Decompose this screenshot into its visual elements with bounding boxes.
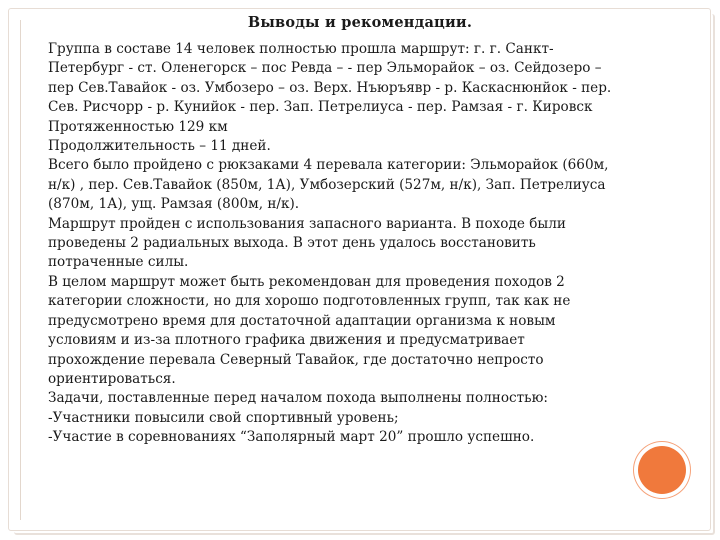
- body-line: (870м, 1А), ущ. Рамзая (800м, н/к).: [48, 196, 300, 213]
- body-line: В целом маршрут может быть рекомендован для проведения походов 2: [48, 273, 565, 290]
- body-line: Группа в составе 14 человек полностью прошла маршрут: г. г. Санкт-: [48, 41, 554, 57]
- body-line: Сев. Рисчорр - р. Кунийок - пер. Зап. Петрелиуса - пер. Рамзая - г. Кировск: [48, 99, 593, 116]
- body-line: Маршрут пройден с использования запасного варианта. В походе были: [48, 215, 566, 232]
- body-line: ориентироваться.: [48, 370, 176, 387]
- slide-title: Выводы и рекомендации.: [247, 14, 473, 31]
- body-line: пер Сев.Тавайок - оз. Умбозеро – оз. Верх. Нъюръявр - р. Каскаснюнйок - пер.: [48, 79, 612, 96]
- body-line: потраченные силы.: [48, 254, 189, 271]
- body-line: прохождение перевала Северный Тавайок, где достаточно непросто: [48, 351, 544, 368]
- body-line: Всего было пройдено с рюкзаками 4 перевала категории: Эльморайок (660м,: [48, 157, 609, 174]
- body-line: -Участие в соревнованиях “Заполярный март 20” прошло успешно.: [48, 429, 535, 446]
- frame-accent-line: [20, 20, 21, 520]
- body-line: н/к) , пер. Сев.Тавайок (850м, 1А), Умбозерский (527м, н/к), Зап. Петрелиуса: [48, 176, 606, 193]
- body-line: Петербург - ст. Оленегорск – пос Ревда – - пер Эльморайок – оз. Сейдозеро –: [48, 60, 602, 77]
- body-line: категории сложности, но для хорошо подготовленных групп, так как не: [48, 293, 571, 310]
- body-line: предусмотрено время для достаточной адаптации организма к новым: [48, 312, 556, 329]
- body-line: -Участники повысили свой спортивный уровень;: [48, 409, 399, 426]
- body-line: проведены 2 радиальных выхода. В этот день удалось восстановить: [48, 235, 536, 252]
- decorative-orange-circle: [638, 446, 686, 494]
- body-line: условиям и из-за плотного графика движения и предусматривает: [48, 332, 525, 349]
- body-line: Продолжительность – 11 дней.: [48, 138, 271, 155]
- body-line: Задачи, поставленные перед началом похода выполнены полностью:: [48, 390, 548, 407]
- body-line: Протяженностью 129 км: [48, 118, 228, 135]
- slide-body: [48, 40, 658, 448]
